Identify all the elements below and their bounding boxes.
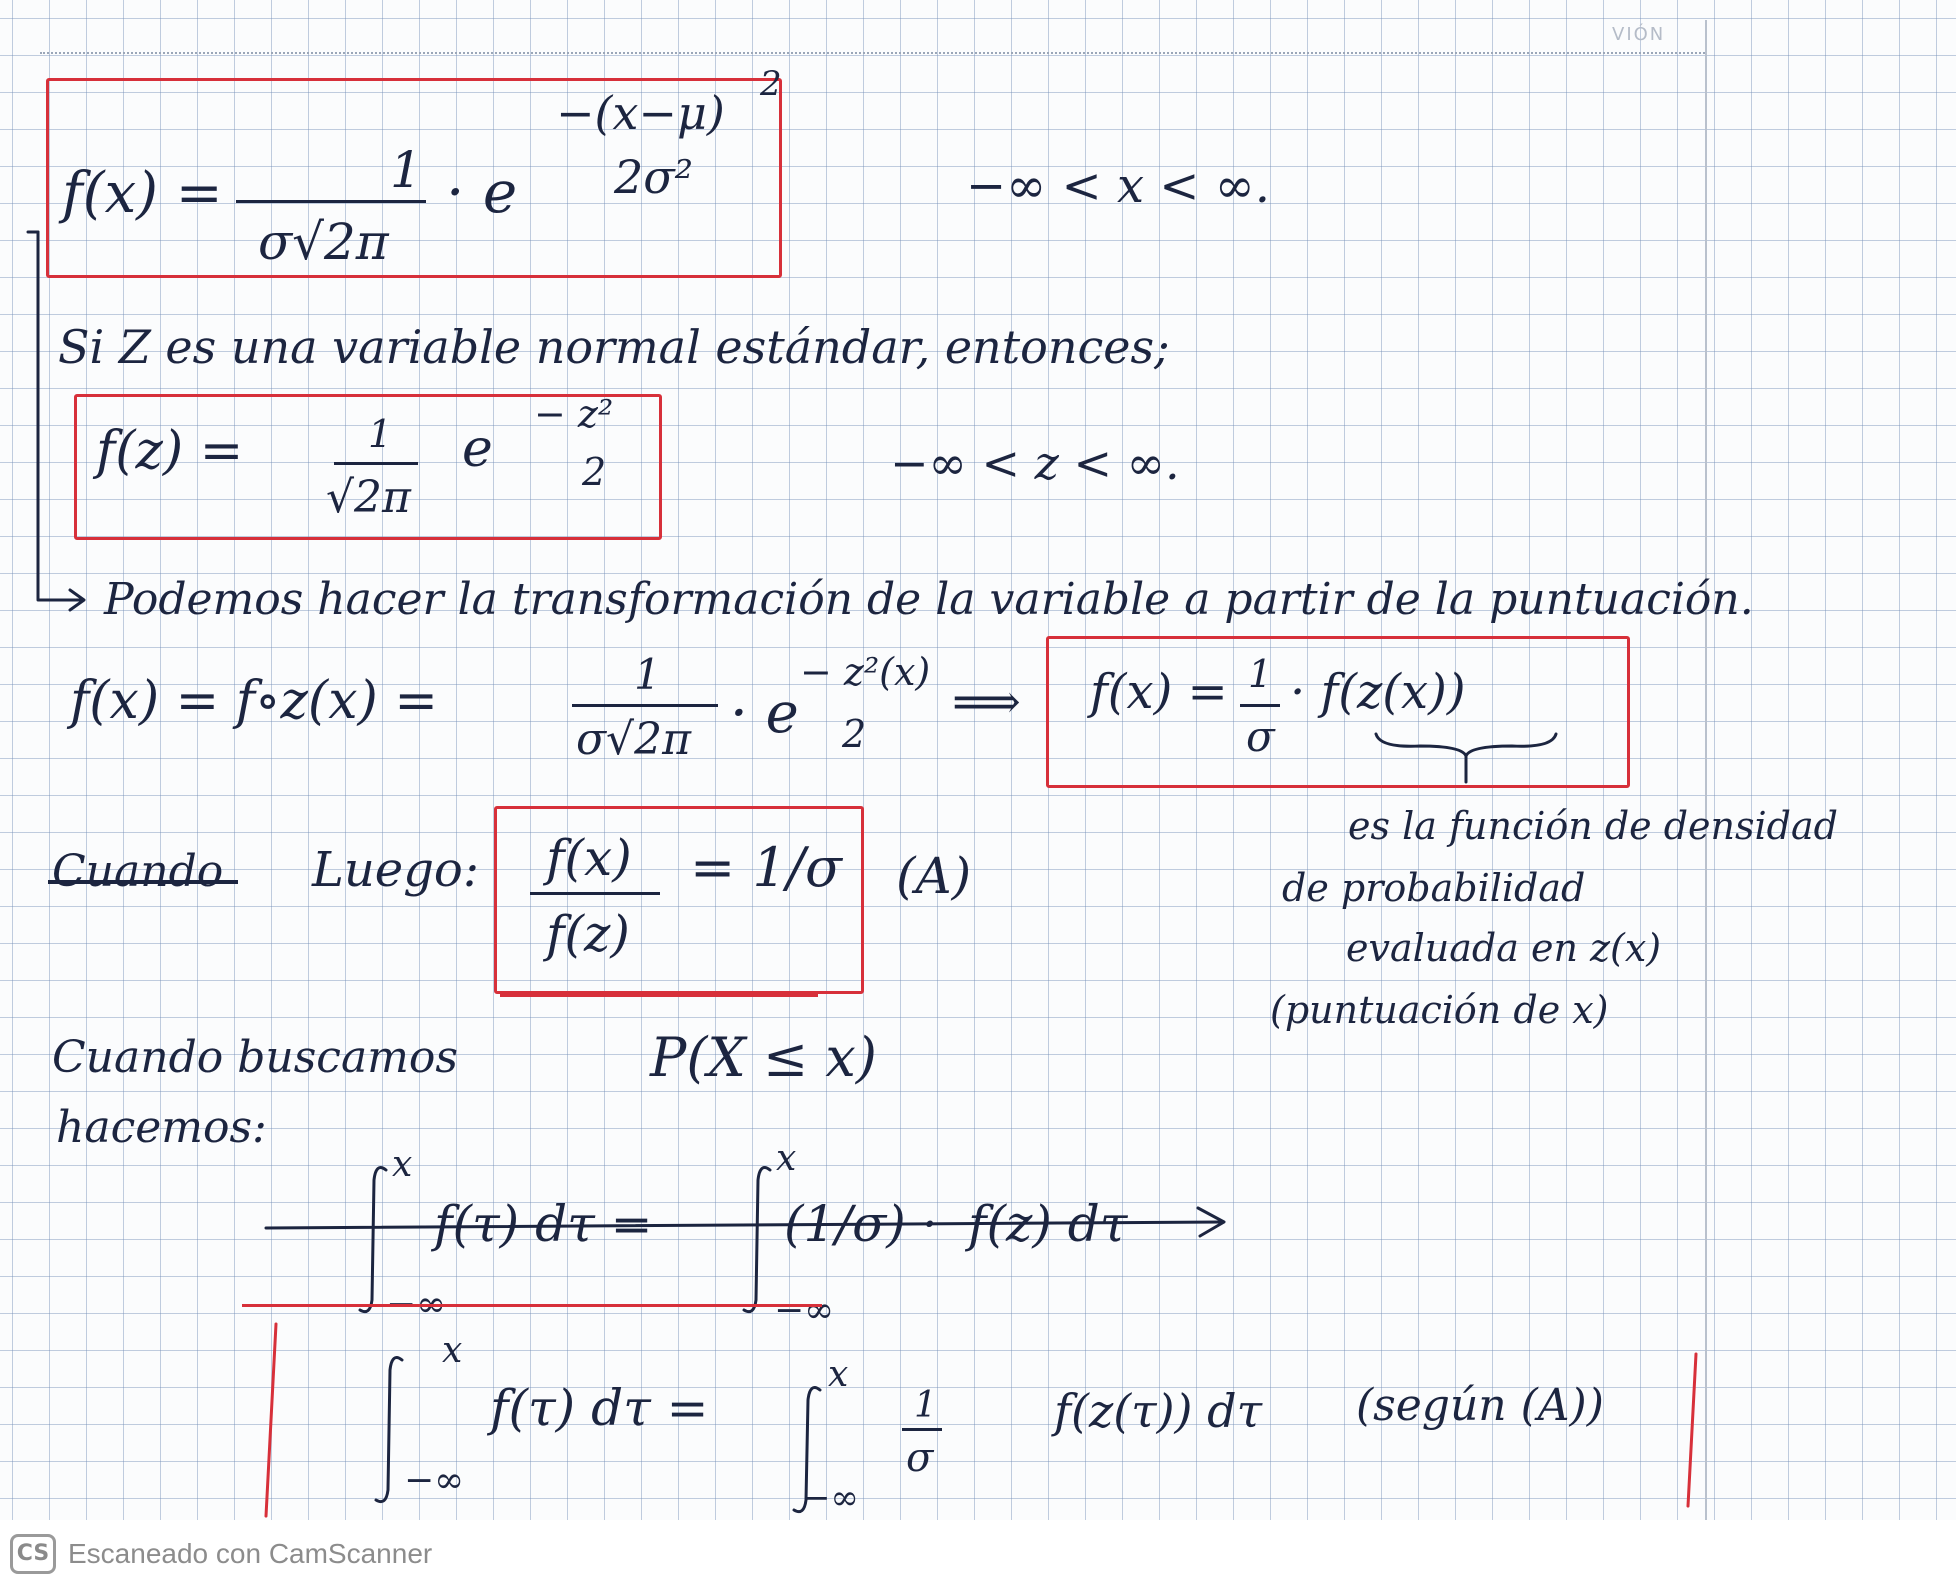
standard-pdf-fraction-bar	[334, 462, 418, 465]
composition-exp-bottom: 2	[842, 712, 867, 756]
standard-pdf-exp-top: − z²	[534, 392, 614, 436]
normal-pdf-lhs: f(x) =	[62, 161, 223, 226]
luego-den: f(z)	[546, 905, 630, 963]
composition-result-lhs: f(x) =	[1090, 664, 1228, 720]
underbrace-pointer-icon	[1370, 726, 1570, 786]
composition-result-den: σ	[1246, 712, 1275, 761]
camscanner-label: Escaneado con CamScanner	[68, 1538, 433, 1569]
composition-result-bar	[1240, 704, 1280, 707]
normal-pdf-fraction-bar	[236, 200, 426, 203]
integral-2-integrand: f(τ) dτ =	[490, 1379, 709, 1437]
luego-tag: (A)	[896, 847, 972, 905]
integral-1-integrand-right: f(z) dτ	[968, 1195, 1128, 1253]
integral-1-upper: x	[392, 1144, 413, 1185]
transform-note: Podemos hacer la transformación de la variable a partir de la puntuación.	[104, 574, 1754, 625]
composition-result-rhs: · f(z(x))	[1290, 664, 1466, 720]
buscamos-line-1: Cuando buscamos	[52, 1032, 458, 1083]
buscamos-probability: P(X ≤ x)	[650, 1026, 877, 1089]
composition-exp-top: − z²(x)	[800, 650, 931, 694]
integral-2-top-bracket	[242, 1304, 822, 1307]
luego-fraction-bar	[530, 892, 660, 895]
integral-2-lower: −∞	[404, 1460, 465, 1501]
cuando-strike	[48, 880, 238, 884]
header-tag: VIÓN	[1612, 24, 1666, 45]
integral-2-upper: x	[442, 1330, 463, 1371]
normal-pdf-exp-base: · e	[446, 158, 518, 226]
normal-pdf-exp-bottom: 2σ²	[614, 150, 694, 204]
integral-2-factor-bar	[902, 1428, 942, 1431]
composition-result-num: 1	[1248, 652, 1273, 696]
annotation-line-4: (puntuación de x)	[1270, 988, 1609, 1032]
standard-pdf-denominator: √2π	[326, 472, 411, 523]
integral-1-integrand: f(τ) dτ =	[434, 1195, 653, 1253]
composition-arrow-icon: ⟹	[952, 674, 1021, 730]
normal-pdf-numerator: 1	[390, 141, 422, 199]
standard-pdf-exp-bottom: 2	[582, 450, 607, 494]
integral-2-right-bracket	[1680, 1350, 1710, 1510]
composition-denominator: σ√2π	[576, 714, 691, 765]
scanner-footer	[0, 1520, 1956, 1590]
annotation-line-2: de probabilidad	[1282, 866, 1586, 910]
strike-arrow-icon	[262, 1202, 1252, 1252]
integral-1-lower-right: −∞	[774, 1290, 835, 1331]
integral-2-lower-right: −∞	[802, 1478, 859, 1518]
annotation-line-3: evaluada en z(x)	[1346, 926, 1662, 970]
luego-num: f(x)	[546, 829, 632, 887]
integral-2-note: (según (A))	[1356, 1380, 1604, 1431]
standard-pdf-range: −∞ < z < ∞.	[890, 436, 1180, 490]
composition-exp-base: · e	[730, 681, 799, 746]
standard-pdf-exp-base: e	[462, 419, 493, 479]
integral-1-upper-right: x	[776, 1138, 797, 1179]
normal-pdf-range: −∞ < x < ∞.	[966, 158, 1270, 214]
integral-2-upper-right: x	[828, 1354, 849, 1395]
integral-2-factor-den: σ	[906, 1435, 934, 1481]
integral-2-left-bracket	[252, 1320, 292, 1520]
cuando-struck-word: Cuando	[52, 846, 224, 897]
luego-rhs: = 1/σ	[690, 836, 842, 899]
intro-standard-normal: Si Z es una variable normal estándar, entonces;	[58, 320, 1170, 374]
normal-pdf-exp-top: −(x−μ)	[556, 86, 725, 140]
normal-pdf-exp-power: 2	[760, 64, 782, 104]
integral-1-factor: (1/σ) ·	[784, 1195, 938, 1253]
composition-fraction-bar	[572, 704, 718, 707]
standard-pdf-numerator: 1	[368, 412, 393, 456]
integral-2-factor-num: 1	[914, 1385, 937, 1426]
buscamos-line-2: hacemos:	[56, 1102, 267, 1153]
top-margin-rule	[40, 52, 1705, 54]
annotation-line-1: es la función de densidad	[1348, 804, 1838, 848]
composition-numerator: 1	[634, 650, 661, 699]
standard-pdf-lhs: f(z) =	[96, 421, 244, 481]
luego-underline	[500, 994, 818, 997]
integral-2-integrand-right: f(z(τ)) dτ	[1054, 1384, 1263, 1438]
luego-label: Luego:	[312, 842, 479, 898]
right-margin-rule	[1705, 20, 1707, 1520]
integral-1-lower: −∞	[386, 1284, 447, 1325]
normal-pdf-denominator: σ√2π	[258, 213, 389, 271]
composition-lhs: f(x) = f∘z(x) =	[70, 671, 438, 731]
camscanner-logo-icon: CS	[10, 1534, 56, 1574]
